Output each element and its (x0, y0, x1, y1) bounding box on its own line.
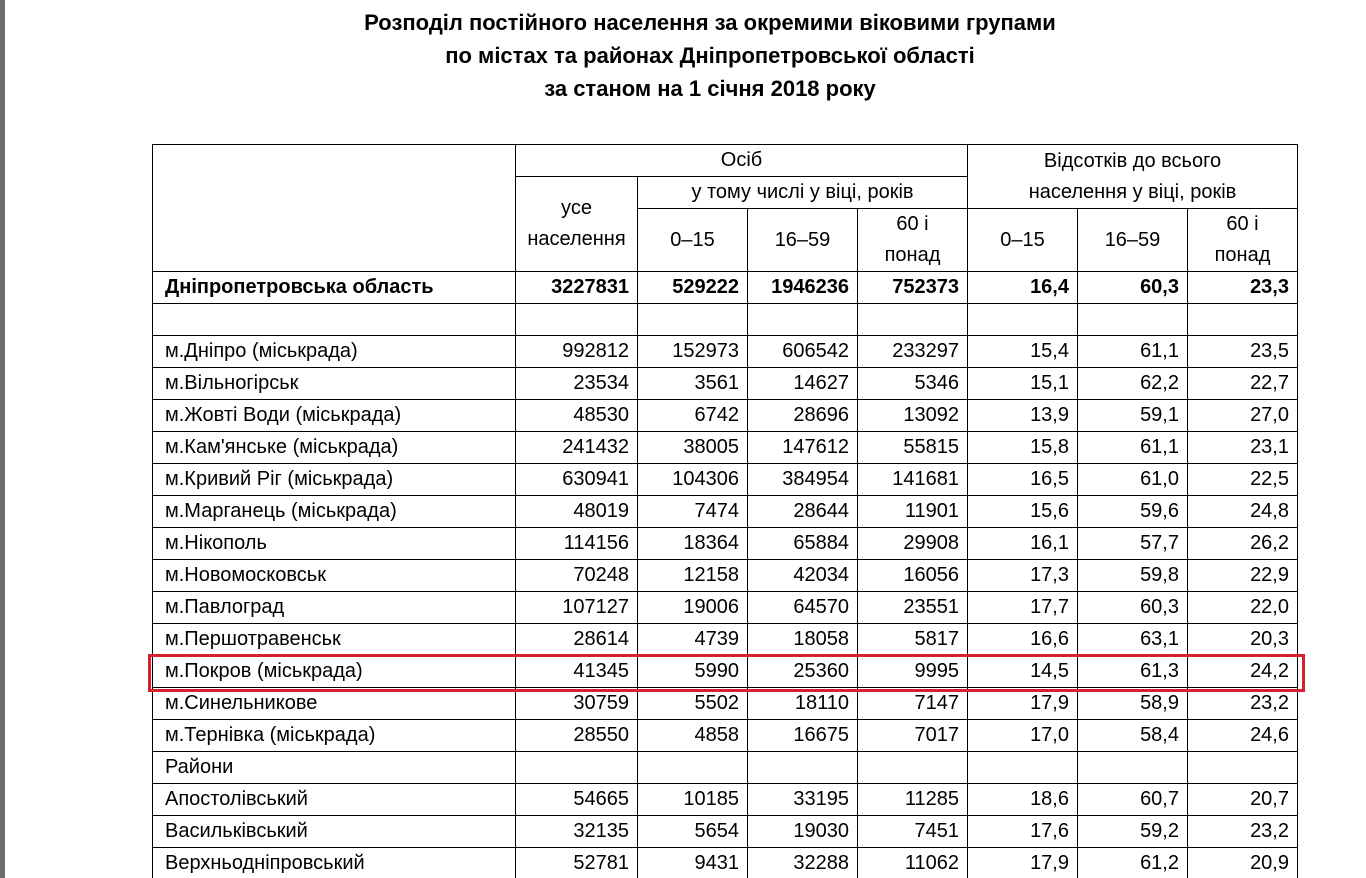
pct-16-59-cell: 61,0 (1078, 464, 1188, 496)
age-60-plus-cell: 9995 (858, 656, 968, 688)
pct-0-15-cell: 15,6 (968, 496, 1078, 528)
table-row (153, 624, 1298, 656)
header-total-line2: населення (527, 228, 626, 250)
header-pct-0-15: 0–15 (968, 209, 1078, 272)
pct-0-15-cell: 16,5 (968, 464, 1078, 496)
table-row (153, 784, 1298, 816)
row-name-cell: м.Кам'янське (міськрада) (153, 432, 516, 464)
pct-16-59-cell: 60,3 (1078, 592, 1188, 624)
age-0-15-cell: 5654 (638, 816, 748, 848)
pct-16-59-cell: 59,2 (1078, 816, 1188, 848)
spacer-cell (638, 304, 748, 336)
pct-0-15-cell: 16,1 (968, 528, 1078, 560)
region-age-16-59: 1946236 (748, 272, 858, 304)
table-row (153, 656, 1298, 688)
row-name-cell: м.Кривий Ріг (міськрада) (153, 464, 516, 496)
table-row (153, 496, 1298, 528)
age-60-plus-cell: 233297 (858, 336, 968, 368)
pct-60-plus-cell: 24,6 (1188, 720, 1298, 752)
title-line-3: за станом на 1 січня 2018 року (544, 76, 876, 101)
table-row (153, 528, 1298, 560)
age-60-plus-cell: 5346 (858, 368, 968, 400)
row-name-cell: м.Павлоград (153, 592, 516, 624)
pct-60-plus-cell: 24,2 (1188, 656, 1298, 688)
age-0-15-cell (638, 752, 748, 784)
header-pct-16-59: 16–59 (1078, 209, 1188, 272)
header-pct-60-line1: 60 і (1226, 213, 1259, 235)
pct-60-plus-cell: 20,9 (1188, 848, 1298, 878)
age-16-59-cell: 32288 (748, 848, 858, 878)
row-name-cell: м.Дніпро (міськрада) (153, 336, 516, 368)
age-60-plus-cell (858, 752, 968, 784)
age-0-15-cell: 19006 (638, 592, 748, 624)
age-60-plus-cell: 23551 (858, 592, 968, 624)
age-16-59-cell: 33195 (748, 784, 858, 816)
table-row (153, 400, 1298, 432)
pct-0-15-cell: 18,6 (968, 784, 1078, 816)
pct-16-59-cell: 61,2 (1078, 848, 1188, 878)
spacer-cell (968, 304, 1078, 336)
pct-16-59-cell (1078, 752, 1188, 784)
header-age-60-line2: понад (884, 244, 941, 266)
row-name-cell: Верхньодніпровський (153, 848, 516, 878)
pct-60-plus-cell: 22,7 (1188, 368, 1298, 400)
pct-60-plus-cell: 22,9 (1188, 560, 1298, 592)
age-16-59-cell: 16675 (748, 720, 858, 752)
window-left-border (0, 0, 5, 878)
pct-0-15-cell: 14,5 (968, 656, 1078, 688)
total-cell: 28550 (516, 720, 638, 752)
region-total: 3227831 (516, 272, 638, 304)
pct-16-59-cell: 58,9 (1078, 688, 1188, 720)
pct-16-59-cell: 61,1 (1078, 336, 1188, 368)
header-percent (968, 145, 1298, 209)
table-row (153, 560, 1298, 592)
row-name-cell: Васильківський (153, 816, 516, 848)
row-name-cell: м.Першотравенськ (153, 624, 516, 656)
pct-0-15-cell: 17,9 (968, 688, 1078, 720)
table-row (153, 688, 1298, 720)
table-row (153, 464, 1298, 496)
age-16-59-cell: 18058 (748, 624, 858, 656)
table-row (153, 592, 1298, 624)
age-16-59-cell: 28696 (748, 400, 858, 432)
total-cell: 32135 (516, 816, 638, 848)
age-16-59-cell: 18110 (748, 688, 858, 720)
row-name-cell: м.Тернівка (міськрада) (153, 720, 516, 752)
pct-0-15-cell: 17,0 (968, 720, 1078, 752)
age-0-15-cell: 3561 (638, 368, 748, 400)
title-line-2: по містах та районах Дніпропетровської області (445, 43, 975, 68)
age-16-59-cell: 28644 (748, 496, 858, 528)
age-60-plus-cell: 11285 (858, 784, 968, 816)
row-name-cell: м.Покров (міськрада) (153, 656, 516, 688)
pct-60-plus-cell: 23,2 (1188, 688, 1298, 720)
header-age-0-15: 0–15 (638, 209, 748, 272)
age-16-59-cell: 384954 (748, 464, 858, 496)
row-name-cell: м.Новомосковськ (153, 560, 516, 592)
age-0-15-cell: 5990 (638, 656, 748, 688)
age-0-15-cell: 38005 (638, 432, 748, 464)
header-including: у тому числі у віці, років (638, 177, 968, 209)
total-cell: 23534 (516, 368, 638, 400)
region-total-row (153, 272, 1298, 304)
table-row (153, 848, 1298, 878)
region-pct-60-plus: 23,3 (1188, 272, 1298, 304)
table-row (153, 368, 1298, 400)
document-title (0, 6, 1366, 105)
pct-60-plus-cell: 20,7 (1188, 784, 1298, 816)
pct-0-15-cell: 15,1 (968, 368, 1078, 400)
pct-16-59-cell: 57,7 (1078, 528, 1188, 560)
spacer-cell (1188, 304, 1298, 336)
header-pct-60-line2: понад (1214, 244, 1271, 266)
age-16-59-cell: 19030 (748, 816, 858, 848)
pct-16-59-cell: 59,6 (1078, 496, 1188, 528)
region-age-60-plus: 752373 (858, 272, 968, 304)
header-total (516, 177, 638, 272)
spacer-cell (153, 304, 516, 336)
header-percent-line1: Відсотків до всього (1043, 149, 1222, 172)
spacer-cell (1078, 304, 1188, 336)
pct-16-59-cell: 63,1 (1078, 624, 1188, 656)
pct-60-plus-cell: 27,0 (1188, 400, 1298, 432)
pct-0-15-cell (968, 752, 1078, 784)
age-16-59-cell: 147612 (748, 432, 858, 464)
age-0-15-cell: 10185 (638, 784, 748, 816)
spacer-row (153, 304, 1298, 336)
total-cell: 48530 (516, 400, 638, 432)
age-60-plus-cell: 16056 (858, 560, 968, 592)
pct-60-plus-cell (1188, 752, 1298, 784)
table-row (153, 816, 1298, 848)
age-0-15-cell: 5502 (638, 688, 748, 720)
pct-60-plus-cell: 23,2 (1188, 816, 1298, 848)
age-0-15-cell: 7474 (638, 496, 748, 528)
age-60-plus-cell: 7451 (858, 816, 968, 848)
pct-60-plus-cell: 26,2 (1188, 528, 1298, 560)
header-pct-60-plus (1188, 209, 1298, 272)
pct-60-plus-cell: 23,1 (1188, 432, 1298, 464)
pct-16-59-cell: 62,2 (1078, 368, 1188, 400)
pct-60-plus-cell: 24,8 (1188, 496, 1298, 528)
total-cell: 41345 (516, 656, 638, 688)
age-60-plus-cell: 5817 (858, 624, 968, 656)
pct-0-15-cell: 17,3 (968, 560, 1078, 592)
row-name-cell: м.Марганець (міськрада) (153, 496, 516, 528)
header-corner (153, 145, 516, 272)
pct-0-15-cell: 13,9 (968, 400, 1078, 432)
pct-60-plus-cell: 22,5 (1188, 464, 1298, 496)
header-percent-line2: населення у віці, років (1028, 180, 1237, 203)
age-60-plus-cell: 55815 (858, 432, 968, 464)
total-cell: 114156 (516, 528, 638, 560)
pct-16-59-cell: 61,3 (1078, 656, 1188, 688)
total-cell: 52781 (516, 848, 638, 878)
pct-60-plus-cell: 20,3 (1188, 624, 1298, 656)
pct-16-59-cell: 59,1 (1078, 400, 1188, 432)
pct-0-15-cell: 17,9 (968, 848, 1078, 878)
total-cell (516, 752, 638, 784)
total-cell: 241432 (516, 432, 638, 464)
age-0-15-cell: 6742 (638, 400, 748, 432)
spacer-cell (748, 304, 858, 336)
row-name-cell: Апостолівський (153, 784, 516, 816)
header-total-line1: усе (561, 197, 592, 219)
age-0-15-cell: 9431 (638, 848, 748, 878)
age-16-59-cell: 42034 (748, 560, 858, 592)
pct-0-15-cell: 17,6 (968, 816, 1078, 848)
total-cell: 992812 (516, 336, 638, 368)
pct-0-15-cell: 15,8 (968, 432, 1078, 464)
age-0-15-cell: 104306 (638, 464, 748, 496)
age-60-plus-cell: 11901 (858, 496, 968, 528)
pct-60-plus-cell: 22,0 (1188, 592, 1298, 624)
total-cell: 30759 (516, 688, 638, 720)
age-60-plus-cell: 7147 (858, 688, 968, 720)
header-age-16-59: 16–59 (748, 209, 858, 272)
region-age-0-15: 529222 (638, 272, 748, 304)
age-60-plus-cell: 141681 (858, 464, 968, 496)
age-16-59-cell: 25360 (748, 656, 858, 688)
row-name-cell: м.Жовті Води (міськрада) (153, 400, 516, 432)
spacer-cell (516, 304, 638, 336)
pct-16-59-cell: 58,4 (1078, 720, 1188, 752)
population-table (152, 144, 1298, 878)
row-name-cell: м.Нікополь (153, 528, 516, 560)
row-name-cell: м.Вільногірськ (153, 368, 516, 400)
total-cell: 48019 (516, 496, 638, 528)
total-cell: 630941 (516, 464, 638, 496)
title-line-1: Розподіл постійного населення за окремими віковими групами (364, 10, 1056, 35)
pct-0-15-cell: 15,4 (968, 336, 1078, 368)
total-cell: 107127 (516, 592, 638, 624)
age-0-15-cell: 4858 (638, 720, 748, 752)
pct-16-59-cell: 60,7 (1078, 784, 1188, 816)
age-60-plus-cell: 29908 (858, 528, 968, 560)
pct-0-15-cell: 16,6 (968, 624, 1078, 656)
pct-16-59-cell: 61,1 (1078, 432, 1188, 464)
age-60-plus-cell: 13092 (858, 400, 968, 432)
table-row (153, 720, 1298, 752)
age-16-59-cell: 65884 (748, 528, 858, 560)
region-pct-16-59: 60,3 (1078, 272, 1188, 304)
region-name: Дніпропетровська область (153, 272, 516, 304)
age-0-15-cell: 152973 (638, 336, 748, 368)
header-persons: Осіб (516, 145, 968, 177)
table-row (153, 752, 1298, 784)
total-cell: 28614 (516, 624, 638, 656)
pct-0-15-cell: 17,7 (968, 592, 1078, 624)
spacer-cell (858, 304, 968, 336)
region-pct-0-15: 16,4 (968, 272, 1078, 304)
row-name-cell: м.Синельникове (153, 688, 516, 720)
table-row (153, 336, 1298, 368)
table-row (153, 432, 1298, 464)
age-16-59-cell: 64570 (748, 592, 858, 624)
age-0-15-cell: 18364 (638, 528, 748, 560)
age-0-15-cell: 12158 (638, 560, 748, 592)
total-cell: 54665 (516, 784, 638, 816)
age-16-59-cell (748, 752, 858, 784)
header-age-60-plus (858, 209, 968, 272)
row-name-cell: Райони (153, 752, 516, 784)
age-16-59-cell: 14627 (748, 368, 858, 400)
total-cell: 70248 (516, 560, 638, 592)
age-0-15-cell: 4739 (638, 624, 748, 656)
pct-16-59-cell: 59,8 (1078, 560, 1188, 592)
age-60-plus-cell: 11062 (858, 848, 968, 878)
age-16-59-cell: 606542 (748, 336, 858, 368)
age-60-plus-cell: 7017 (858, 720, 968, 752)
header-age-60-line1: 60 і (896, 213, 929, 235)
pct-60-plus-cell: 23,5 (1188, 336, 1298, 368)
